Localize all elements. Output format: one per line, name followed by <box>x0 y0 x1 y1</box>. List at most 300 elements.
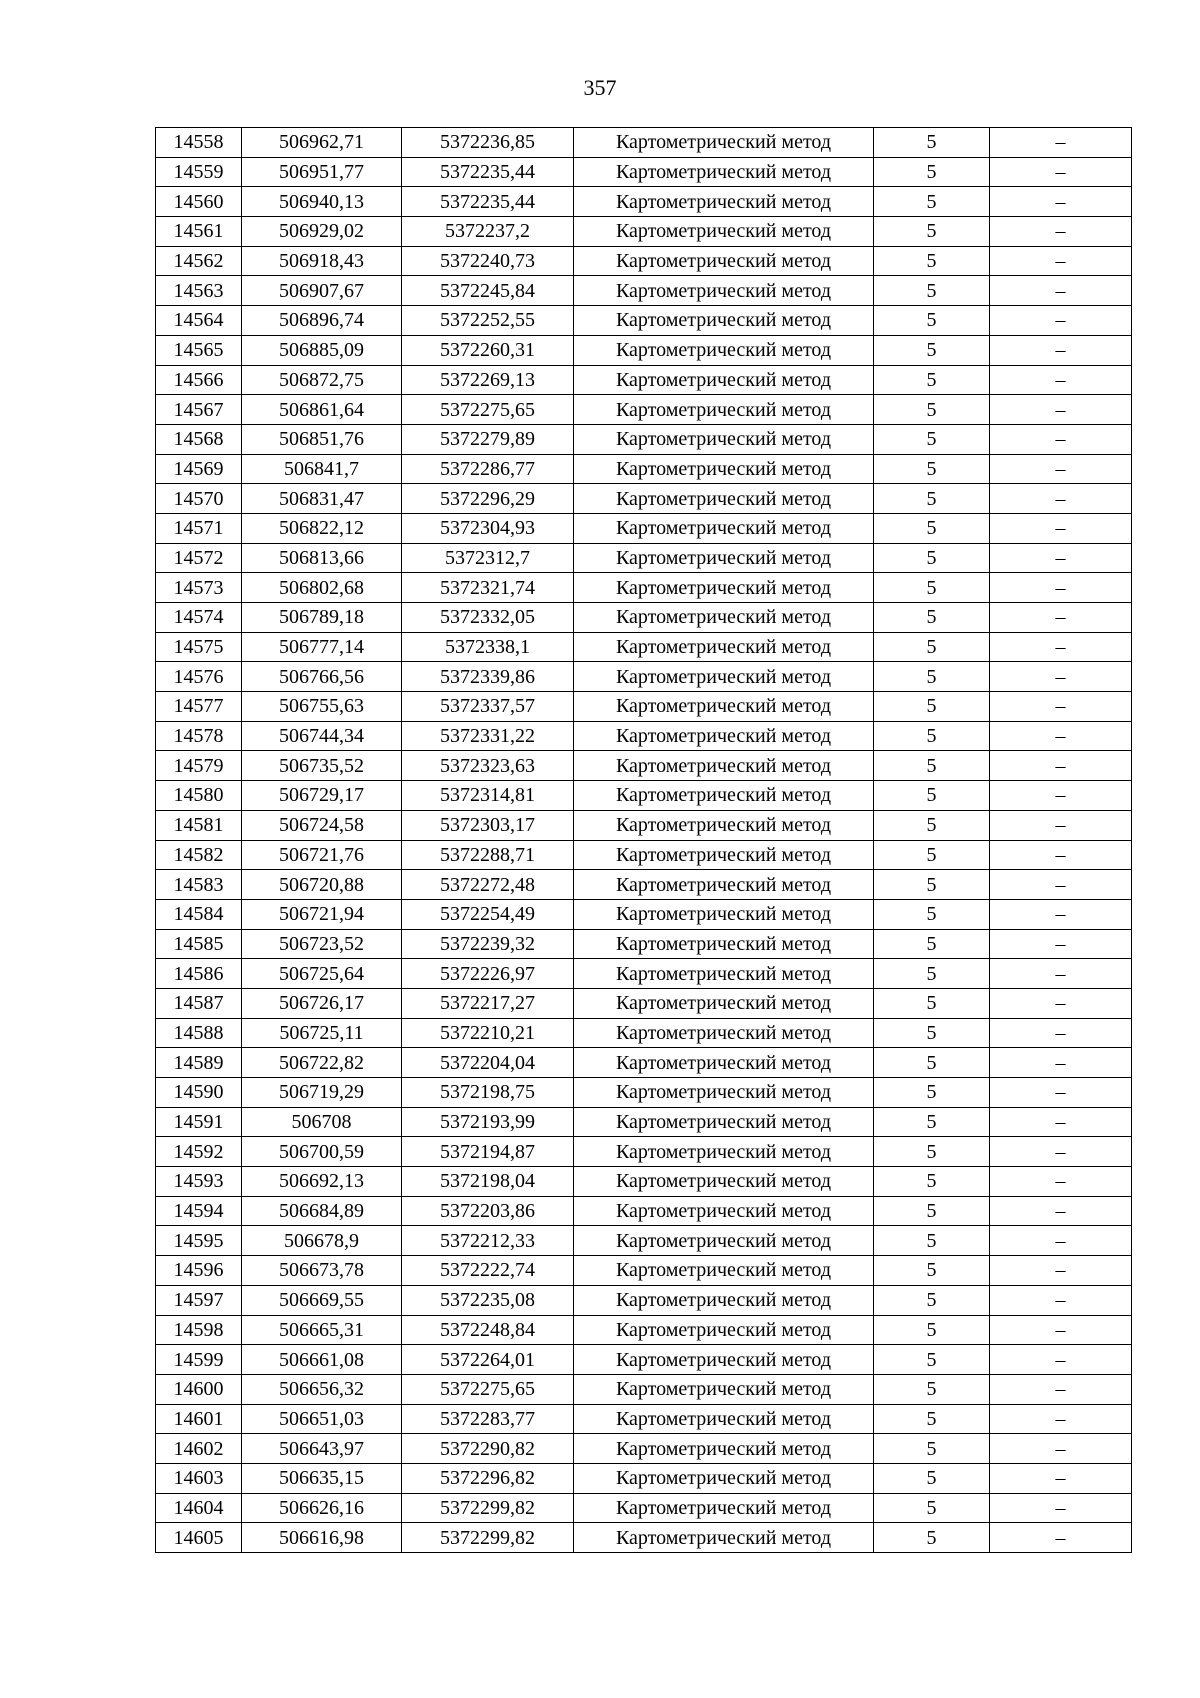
y-coordinate-cell: 5372323,63 <box>402 751 574 781</box>
x-coordinate-cell: 506907,67 <box>242 276 402 306</box>
x-coordinate-cell: 506669,55 <box>242 1285 402 1315</box>
point-number-cell: 14566 <box>156 365 242 395</box>
table-row <box>156 1285 1132 1315</box>
y-coordinate-cell: 5372299,82 <box>402 1523 574 1553</box>
point-number-cell: 14596 <box>156 1256 242 1286</box>
x-coordinate-cell: 506929,02 <box>242 217 402 247</box>
precision-cell: 5 <box>874 603 990 633</box>
description-cell: – <box>990 306 1132 336</box>
y-coordinate-cell: 5372226,97 <box>402 959 574 989</box>
x-coordinate-cell: 506673,78 <box>242 1256 402 1286</box>
x-coordinate-cell: 506851,76 <box>242 424 402 454</box>
description-cell: – <box>990 157 1132 187</box>
y-coordinate-cell: 5372283,77 <box>402 1404 574 1434</box>
x-coordinate-cell: 506725,11 <box>242 1018 402 1048</box>
description-cell: – <box>990 543 1132 573</box>
x-coordinate-cell: 506635,15 <box>242 1463 402 1493</box>
method-cell: Картометрический метод <box>574 1315 874 1345</box>
x-coordinate-cell: 506720,88 <box>242 870 402 900</box>
x-coordinate-cell: 506724,58 <box>242 810 402 840</box>
description-cell: – <box>990 395 1132 425</box>
point-number-cell: 14595 <box>156 1226 242 1256</box>
method-cell: Картометрический метод <box>574 128 874 158</box>
table-row <box>156 1167 1132 1197</box>
x-coordinate-cell: 506726,17 <box>242 988 402 1018</box>
point-number-cell: 14586 <box>156 959 242 989</box>
precision-cell: 5 <box>874 276 990 306</box>
method-cell: Картометрический метод <box>574 929 874 959</box>
table-row <box>156 306 1132 336</box>
y-coordinate-cell: 5372198,75 <box>402 1078 574 1108</box>
x-coordinate-cell: 506896,74 <box>242 306 402 336</box>
y-coordinate-cell: 5372254,49 <box>402 899 574 929</box>
description-cell: – <box>990 692 1132 722</box>
precision-cell: 5 <box>874 217 990 247</box>
x-coordinate-cell: 506729,17 <box>242 781 402 811</box>
table-row <box>156 395 1132 425</box>
point-number-cell: 14577 <box>156 692 242 722</box>
table-row <box>156 1018 1132 1048</box>
x-coordinate-cell: 506822,12 <box>242 513 402 543</box>
description-cell: – <box>990 751 1132 781</box>
table-row <box>156 603 1132 633</box>
description-cell: – <box>990 573 1132 603</box>
precision-cell: 5 <box>874 632 990 662</box>
method-cell: Картометрический метод <box>574 1285 874 1315</box>
y-coordinate-cell: 5372290,82 <box>402 1434 574 1464</box>
description-cell: – <box>990 1285 1132 1315</box>
x-coordinate-cell: 506744,34 <box>242 721 402 751</box>
table-row <box>156 810 1132 840</box>
precision-cell: 5 <box>874 1285 990 1315</box>
x-coordinate-cell: 506665,31 <box>242 1315 402 1345</box>
point-number-cell: 14568 <box>156 424 242 454</box>
precision-cell: 5 <box>874 1256 990 1286</box>
y-coordinate-cell: 5372252,55 <box>402 306 574 336</box>
method-cell: Картометрический метод <box>574 217 874 247</box>
method-cell: Картометрический метод <box>574 1404 874 1434</box>
description-cell: – <box>990 1404 1132 1434</box>
x-coordinate-cell: 506684,89 <box>242 1196 402 1226</box>
description-cell: – <box>990 840 1132 870</box>
description-cell: – <box>990 721 1132 751</box>
description-cell: – <box>990 632 1132 662</box>
point-number-cell: 14602 <box>156 1434 242 1464</box>
point-number-cell: 14584 <box>156 899 242 929</box>
precision-cell: 5 <box>874 662 990 692</box>
precision-cell: 5 <box>874 959 990 989</box>
description-cell: – <box>990 1463 1132 1493</box>
point-number-cell: 14604 <box>156 1493 242 1523</box>
method-cell: Картометрический метод <box>574 632 874 662</box>
description-cell: – <box>990 454 1132 484</box>
method-cell: Картометрический метод <box>574 1137 874 1167</box>
description-cell: – <box>990 810 1132 840</box>
point-number-cell: 14605 <box>156 1523 242 1553</box>
point-number-cell: 14565 <box>156 335 242 365</box>
point-number-cell: 14571 <box>156 513 242 543</box>
x-coordinate-cell: 506789,18 <box>242 603 402 633</box>
description-cell: – <box>990 1167 1132 1197</box>
precision-cell: 5 <box>874 1226 990 1256</box>
table-row <box>156 1137 1132 1167</box>
point-number-cell: 14594 <box>156 1196 242 1226</box>
x-coordinate-cell: 506918,43 <box>242 246 402 276</box>
x-coordinate-cell: 506700,59 <box>242 1137 402 1167</box>
precision-cell: 5 <box>874 128 990 158</box>
y-coordinate-cell: 5372239,32 <box>402 929 574 959</box>
point-number-cell: 14591 <box>156 1107 242 1137</box>
coordinates-table <box>155 127 1132 1553</box>
precision-cell: 5 <box>874 1434 990 1464</box>
x-coordinate-cell: 506616,98 <box>242 1523 402 1553</box>
y-coordinate-cell: 5372240,73 <box>402 246 574 276</box>
y-coordinate-cell: 5372222,74 <box>402 1256 574 1286</box>
precision-cell: 5 <box>874 246 990 276</box>
table-row <box>156 543 1132 573</box>
point-number-cell: 14564 <box>156 306 242 336</box>
point-number-cell: 14593 <box>156 1167 242 1197</box>
x-coordinate-cell: 506841,7 <box>242 454 402 484</box>
method-cell: Картометрический метод <box>574 1493 874 1523</box>
y-coordinate-cell: 5372236,85 <box>402 128 574 158</box>
table-row <box>156 870 1132 900</box>
description-cell: – <box>990 424 1132 454</box>
method-cell: Картометрический метод <box>574 988 874 1018</box>
point-number-cell: 14561 <box>156 217 242 247</box>
description-cell: – <box>990 1078 1132 1108</box>
table-row <box>156 157 1132 187</box>
point-number-cell: 14569 <box>156 454 242 484</box>
y-coordinate-cell: 5372296,82 <box>402 1463 574 1493</box>
precision-cell: 5 <box>874 335 990 365</box>
precision-cell: 5 <box>874 395 990 425</box>
point-number-cell: 14587 <box>156 988 242 1018</box>
description-cell: – <box>990 1374 1132 1404</box>
method-cell: Картометрический метод <box>574 870 874 900</box>
point-number-cell: 14603 <box>156 1463 242 1493</box>
y-coordinate-cell: 5372204,04 <box>402 1048 574 1078</box>
method-cell: Картометрический метод <box>574 1523 874 1553</box>
description-cell: – <box>990 1048 1132 1078</box>
y-coordinate-cell: 5372303,17 <box>402 810 574 840</box>
x-coordinate-cell: 506813,66 <box>242 543 402 573</box>
y-coordinate-cell: 5372279,89 <box>402 424 574 454</box>
method-cell: Картометрический метод <box>574 1374 874 1404</box>
y-coordinate-cell: 5372286,77 <box>402 454 574 484</box>
precision-cell: 5 <box>874 1315 990 1345</box>
method-cell: Картометрический метод <box>574 899 874 929</box>
y-coordinate-cell: 5372337,57 <box>402 692 574 722</box>
description-cell: – <box>990 1196 1132 1226</box>
point-number-cell: 14589 <box>156 1048 242 1078</box>
table-row <box>156 662 1132 692</box>
description-cell: – <box>990 899 1132 929</box>
point-number-cell: 14590 <box>156 1078 242 1108</box>
table-row <box>156 1256 1132 1286</box>
precision-cell: 5 <box>874 1523 990 1553</box>
y-coordinate-cell: 5372314,81 <box>402 781 574 811</box>
precision-cell: 5 <box>874 1374 990 1404</box>
method-cell: Картометрический метод <box>574 1167 874 1197</box>
precision-cell: 5 <box>874 781 990 811</box>
point-number-cell: 14597 <box>156 1285 242 1315</box>
description-cell: – <box>990 1493 1132 1523</box>
precision-cell: 5 <box>874 187 990 217</box>
y-coordinate-cell: 5372217,27 <box>402 988 574 1018</box>
precision-cell: 5 <box>874 1018 990 1048</box>
table-row <box>156 513 1132 543</box>
description-cell: – <box>990 335 1132 365</box>
table-row <box>156 1196 1132 1226</box>
table-row <box>156 840 1132 870</box>
table-row <box>156 1404 1132 1434</box>
table-row <box>156 484 1132 514</box>
y-coordinate-cell: 5372299,82 <box>402 1493 574 1523</box>
x-coordinate-cell: 506722,82 <box>242 1048 402 1078</box>
point-number-cell: 14582 <box>156 840 242 870</box>
y-coordinate-cell: 5372304,93 <box>402 513 574 543</box>
method-cell: Картометрический метод <box>574 1196 874 1226</box>
method-cell: Картометрический метод <box>574 751 874 781</box>
precision-cell: 5 <box>874 513 990 543</box>
y-coordinate-cell: 5372235,44 <box>402 157 574 187</box>
precision-cell: 5 <box>874 1345 990 1375</box>
table-row <box>156 187 1132 217</box>
y-coordinate-cell: 5372235,44 <box>402 187 574 217</box>
table-row <box>156 1078 1132 1108</box>
table-row <box>156 692 1132 722</box>
precision-cell: 5 <box>874 1137 990 1167</box>
table-row <box>156 217 1132 247</box>
method-cell: Картометрический метод <box>574 306 874 336</box>
x-coordinate-cell: 506626,16 <box>242 1493 402 1523</box>
method-cell: Картометрический метод <box>574 1048 874 1078</box>
description-cell: – <box>990 513 1132 543</box>
description-cell: – <box>990 929 1132 959</box>
method-cell: Картометрический метод <box>574 454 874 484</box>
method-cell: Картометрический метод <box>574 395 874 425</box>
point-number-cell: 14558 <box>156 128 242 158</box>
precision-cell: 5 <box>874 424 990 454</box>
y-coordinate-cell: 5372237,2 <box>402 217 574 247</box>
description-cell: – <box>990 988 1132 1018</box>
point-number-cell: 14576 <box>156 662 242 692</box>
point-number-cell: 14573 <box>156 573 242 603</box>
table-row <box>156 424 1132 454</box>
x-coordinate-cell: 506661,08 <box>242 1345 402 1375</box>
table-row <box>156 988 1132 1018</box>
description-cell: – <box>990 1523 1132 1553</box>
precision-cell: 5 <box>874 1078 990 1108</box>
method-cell: Картометрический метод <box>574 484 874 514</box>
table-row <box>156 1315 1132 1345</box>
method-cell: Картометрический метод <box>574 513 874 543</box>
method-cell: Картометрический метод <box>574 959 874 989</box>
description-cell: – <box>990 1315 1132 1345</box>
point-number-cell: 14579 <box>156 751 242 781</box>
method-cell: Картометрический метод <box>574 1463 874 1493</box>
x-coordinate-cell: 506678,9 <box>242 1226 402 1256</box>
x-coordinate-cell: 506940,13 <box>242 187 402 217</box>
y-coordinate-cell: 5372248,84 <box>402 1315 574 1345</box>
x-coordinate-cell: 506725,64 <box>242 959 402 989</box>
method-cell: Картометрический метод <box>574 1226 874 1256</box>
description-cell: – <box>990 246 1132 276</box>
description-cell: – <box>990 1137 1132 1167</box>
method-cell: Картометрический метод <box>574 335 874 365</box>
table-row <box>156 1226 1132 1256</box>
method-cell: Картометрический метод <box>574 543 874 573</box>
y-coordinate-cell: 5372198,04 <box>402 1167 574 1197</box>
method-cell: Картометрический метод <box>574 781 874 811</box>
method-cell: Картометрический метод <box>574 603 874 633</box>
description-cell: – <box>990 781 1132 811</box>
x-coordinate-cell: 506885,09 <box>242 335 402 365</box>
description-cell: – <box>990 1018 1132 1048</box>
x-coordinate-cell: 506651,03 <box>242 1404 402 1434</box>
description-cell: – <box>990 1434 1132 1464</box>
y-coordinate-cell: 5372269,13 <box>402 365 574 395</box>
point-number-cell: 14574 <box>156 603 242 633</box>
method-cell: Картометрический метод <box>574 424 874 454</box>
y-coordinate-cell: 5372203,86 <box>402 1196 574 1226</box>
table-row <box>156 1463 1132 1493</box>
method-cell: Картометрический метод <box>574 246 874 276</box>
point-number-cell: 14585 <box>156 929 242 959</box>
x-coordinate-cell: 506721,94 <box>242 899 402 929</box>
description-cell: – <box>990 662 1132 692</box>
precision-cell: 5 <box>874 721 990 751</box>
precision-cell: 5 <box>874 365 990 395</box>
precision-cell: 5 <box>874 484 990 514</box>
point-number-cell: 14570 <box>156 484 242 514</box>
point-number-cell: 14592 <box>156 1137 242 1167</box>
method-cell: Картометрический метод <box>574 365 874 395</box>
description-cell: – <box>990 959 1132 989</box>
table-row <box>156 1345 1132 1375</box>
table-row <box>156 929 1132 959</box>
y-coordinate-cell: 5372288,71 <box>402 840 574 870</box>
table-row <box>156 246 1132 276</box>
description-cell: – <box>990 217 1132 247</box>
y-coordinate-cell: 5372212,33 <box>402 1226 574 1256</box>
y-coordinate-cell: 5372235,08 <box>402 1285 574 1315</box>
point-number-cell: 14581 <box>156 810 242 840</box>
method-cell: Картометрический метод <box>574 157 874 187</box>
table-row <box>156 781 1132 811</box>
x-coordinate-cell: 506719,29 <box>242 1078 402 1108</box>
table-row <box>156 899 1132 929</box>
method-cell: Картометрический метод <box>574 1434 874 1464</box>
point-number-cell: 14572 <box>156 543 242 573</box>
method-cell: Картометрический метод <box>574 662 874 692</box>
x-coordinate-cell: 506861,64 <box>242 395 402 425</box>
description-cell: – <box>990 187 1132 217</box>
coordinates-table-body <box>156 128 1132 1553</box>
table-row <box>156 128 1132 158</box>
x-coordinate-cell: 506777,14 <box>242 632 402 662</box>
x-coordinate-cell: 506723,52 <box>242 929 402 959</box>
description-cell: – <box>990 128 1132 158</box>
precision-cell: 5 <box>874 751 990 781</box>
y-coordinate-cell: 5372260,31 <box>402 335 574 365</box>
precision-cell: 5 <box>874 157 990 187</box>
precision-cell: 5 <box>874 306 990 336</box>
point-number-cell: 14580 <box>156 781 242 811</box>
point-number-cell: 14601 <box>156 1404 242 1434</box>
method-cell: Картометрический метод <box>574 1345 874 1375</box>
y-coordinate-cell: 5372296,29 <box>402 484 574 514</box>
point-number-cell: 14560 <box>156 187 242 217</box>
x-coordinate-cell: 506802,68 <box>242 573 402 603</box>
point-number-cell: 14588 <box>156 1018 242 1048</box>
x-coordinate-cell: 506766,56 <box>242 662 402 692</box>
point-number-cell: 14583 <box>156 870 242 900</box>
y-coordinate-cell: 5372312,7 <box>402 543 574 573</box>
method-cell: Картометрический метод <box>574 1107 874 1137</box>
precision-cell: 5 <box>874 454 990 484</box>
x-coordinate-cell: 506735,52 <box>242 751 402 781</box>
precision-cell: 5 <box>874 543 990 573</box>
y-coordinate-cell: 5372275,65 <box>402 395 574 425</box>
description-cell: – <box>990 276 1132 306</box>
method-cell: Картометрический метод <box>574 721 874 751</box>
table-row <box>156 1107 1132 1137</box>
x-coordinate-cell: 506872,75 <box>242 365 402 395</box>
table-row <box>156 959 1132 989</box>
y-coordinate-cell: 5372332,05 <box>402 603 574 633</box>
x-coordinate-cell: 506831,47 <box>242 484 402 514</box>
precision-cell: 5 <box>874 810 990 840</box>
precision-cell: 5 <box>874 1048 990 1078</box>
method-cell: Картометрический метод <box>574 276 874 306</box>
method-cell: Картометрический метод <box>574 810 874 840</box>
method-cell: Картометрический метод <box>574 692 874 722</box>
y-coordinate-cell: 5372275,65 <box>402 1374 574 1404</box>
point-number-cell: 14598 <box>156 1315 242 1345</box>
table-row <box>156 276 1132 306</box>
precision-cell: 5 <box>874 1107 990 1137</box>
point-number-cell: 14600 <box>156 1374 242 1404</box>
y-coordinate-cell: 5372339,86 <box>402 662 574 692</box>
table-row <box>156 335 1132 365</box>
table-row <box>156 1523 1132 1553</box>
precision-cell: 5 <box>874 929 990 959</box>
y-coordinate-cell: 5372210,21 <box>402 1018 574 1048</box>
precision-cell: 5 <box>874 899 990 929</box>
precision-cell: 5 <box>874 1167 990 1197</box>
table-row <box>156 573 1132 603</box>
precision-cell: 5 <box>874 692 990 722</box>
description-cell: – <box>990 870 1132 900</box>
precision-cell: 5 <box>874 1493 990 1523</box>
point-number-cell: 14578 <box>156 721 242 751</box>
description-cell: – <box>990 484 1132 514</box>
description-cell: – <box>990 1107 1132 1137</box>
precision-cell: 5 <box>874 573 990 603</box>
description-cell: – <box>990 1256 1132 1286</box>
point-number-cell: 14599 <box>156 1345 242 1375</box>
y-coordinate-cell: 5372321,74 <box>402 573 574 603</box>
point-number-cell: 14567 <box>156 395 242 425</box>
point-number-cell: 14559 <box>156 157 242 187</box>
description-cell: – <box>990 365 1132 395</box>
method-cell: Картометрический метод <box>574 840 874 870</box>
table-row <box>156 365 1132 395</box>
description-cell: – <box>990 1345 1132 1375</box>
table-row <box>156 1048 1132 1078</box>
